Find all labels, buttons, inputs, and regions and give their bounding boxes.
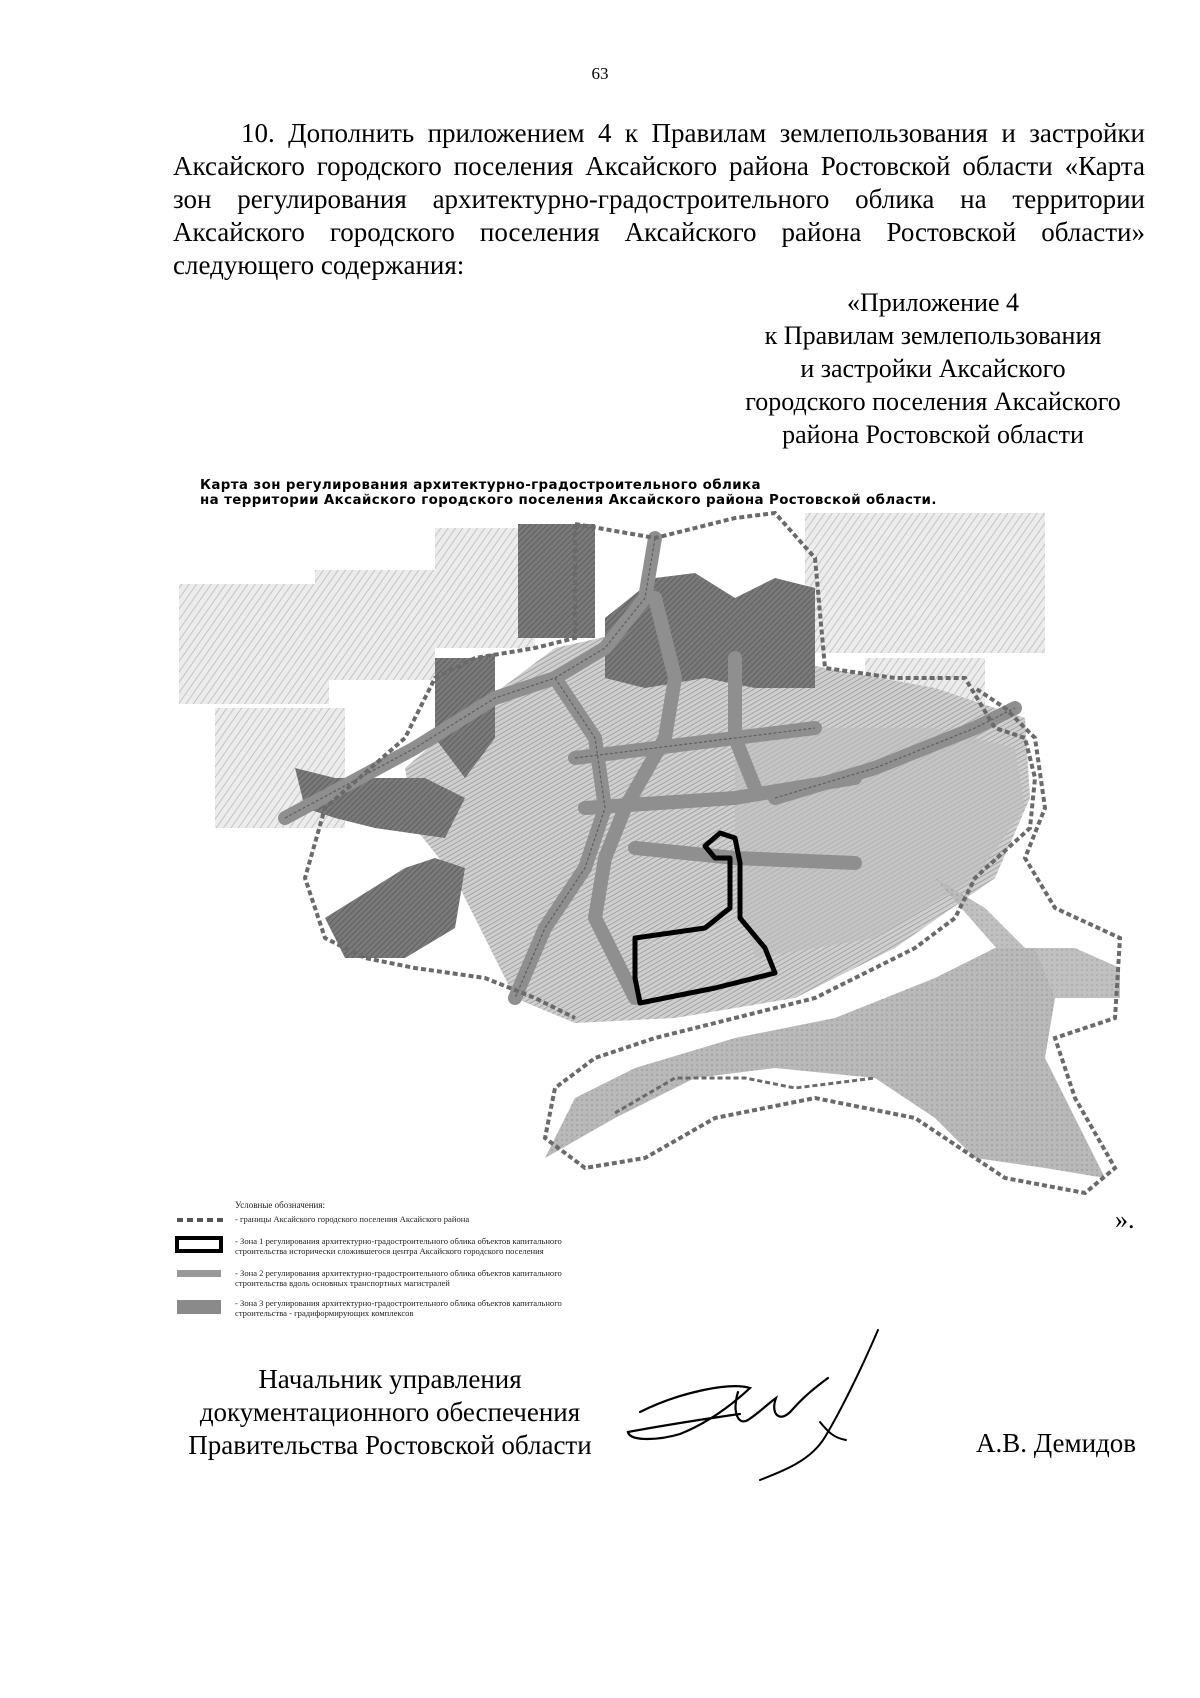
signer-name: А.В. Демидов [976, 1428, 1137, 1458]
appendix-caption-line: и застройки Аксайского [800, 354, 1066, 383]
dark-fill-icon [175, 1298, 225, 1316]
appendix-caption-line: городского поселения Аксайского [745, 387, 1121, 416]
map-title-line: на территории Аксайского городского поселения Аксайского района Ростовской области. [200, 493, 937, 508]
appendix-caption [718, 286, 1148, 451]
legend-label: - границы Аксайского городского поселения Аксайского района [235, 1214, 470, 1224]
appendix-caption-line: района Ростовской области [782, 420, 1084, 449]
body-paragraph: 10. Дополнить приложением 4 к Правилам землепользования и застройки Аксайского городского поселения Аксайского района Ростовской области «Карта зон регулирования архитектурно-градостроительного облика на территории Аксайского городского поселения Аксайского района Ростовской области» следующего содержания: [173, 118, 1145, 280]
signer-title-line: документационного обеспечения [199, 1397, 581, 1427]
legend-label: - Зона 1 регулирования архитектурно-градостроительного облика объектов капитального строительства исторически сложившегося центра Аксайского городского поселения [235, 1236, 562, 1256]
map-title-line: Карта зон регулирования архитектурно-градостроительного облика [200, 478, 761, 493]
thick-outline-icon [175, 1236, 225, 1254]
legend-label: - Зона 3 регулирования архитектурно-градостроительного облика объектов капитального строительства - градиформирующих комплексов [235, 1298, 562, 1318]
legend-label: - Зона 2 регулирования архитектурно-градостроительного облика объектов капитального строительства вдоль основных транспортных магистралей [235, 1268, 562, 1288]
appendix-caption-line: к Правилам землепользования [764, 321, 1102, 350]
signer-title-line: Правительства Ростовской области [188, 1430, 592, 1460]
legend-item-zone1 [175, 1236, 635, 1266]
signer-title-line: Начальник управления [258, 1364, 522, 1394]
body-paragraph-container [173, 117, 1145, 282]
legend-item-zone3 [175, 1298, 635, 1328]
signature-title-block [170, 1363, 610, 1462]
map-drawing [175, 478, 1125, 1198]
closing-quote: ». [1115, 1205, 1135, 1234]
legend-heading: Условные обозначения: [235, 1200, 326, 1210]
appendix-caption-line: «Приложение 4 [846, 288, 1020, 317]
zone-map [175, 478, 1125, 1318]
handwritten-signature [620, 1322, 920, 1482]
page-number: 63 [591, 64, 609, 83]
legend-item-zone2 [175, 1268, 635, 1298]
dashed-boundary-icon [175, 1214, 225, 1226]
gray-band-icon [175, 1268, 225, 1280]
